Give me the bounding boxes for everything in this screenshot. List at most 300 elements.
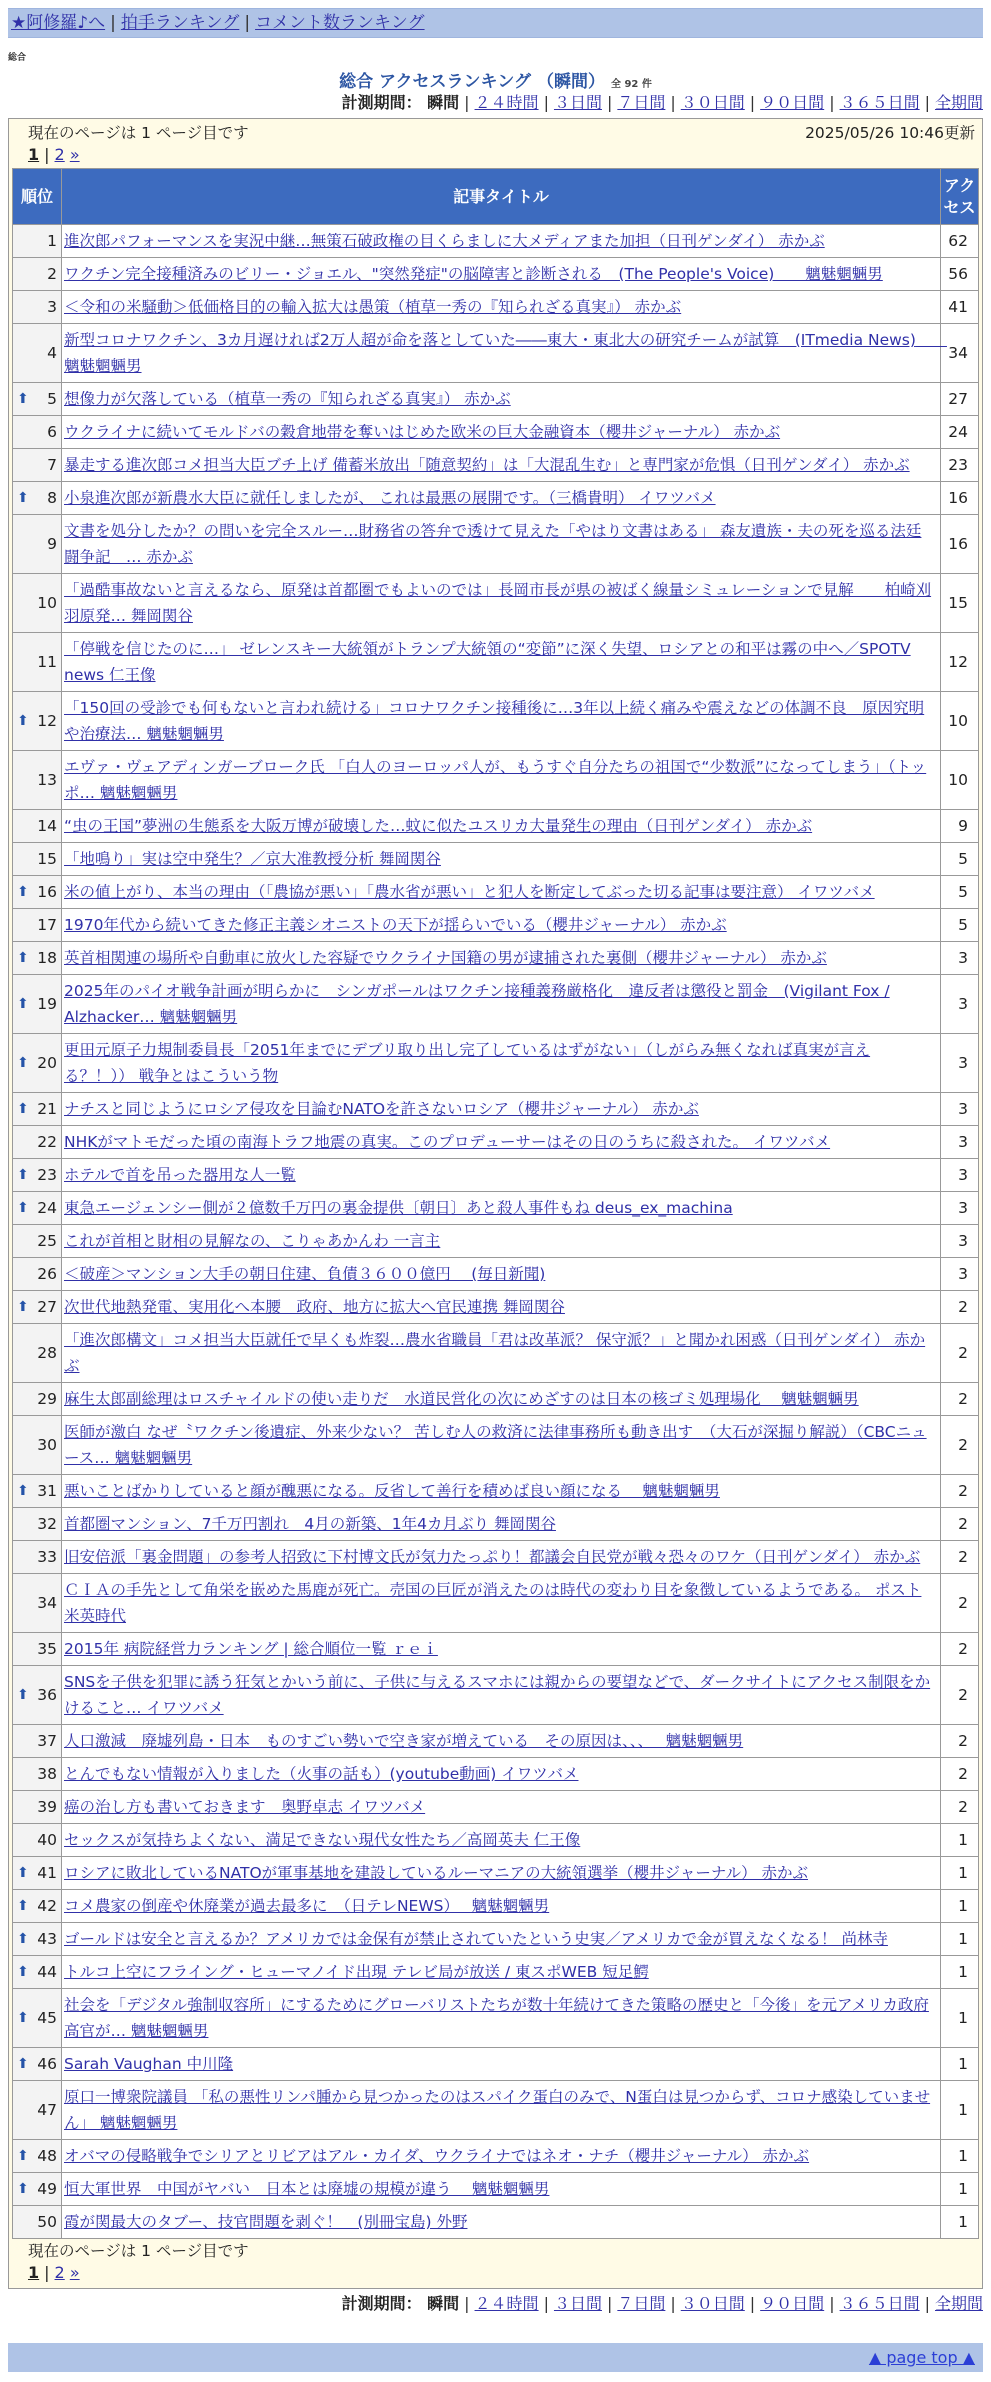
title-cell [62,1758,941,1791]
up-arrow-icon: ⬆ [17,490,29,506]
page-top-link[interactable]: ▲ page top ▲ [868,2348,975,2367]
access-count: 2 [941,1541,979,1574]
period-separator: | [670,93,676,112]
period-separator: | [749,93,756,112]
rank-cell [13,1923,62,1956]
title-cell [62,843,941,876]
pager-page-2[interactable]: 2 [54,145,65,164]
access-count: 3 [941,1159,979,1192]
title-cell [62,2206,941,2239]
period-selector-top [8,91,983,117]
rank-number: 11 [37,653,57,671]
rank-number: 21 [37,1100,57,1118]
table-row [13,1475,979,1508]
title-cell [62,876,941,909]
pager-next[interactable]: » [69,145,80,164]
article-link[interactable]: NHKがマトモだった頃の南海トラフ地震の真実。このプロデューサーはその日のうちに殺された。 イワツバメ [64,1133,831,1151]
rank-cell [13,1633,62,1666]
header-access: アクセス [941,169,979,225]
period-separator: | [829,2294,835,2313]
period-link-2[interactable]: ７日間 [617,93,666,112]
rank-number: 30 [37,1436,57,1454]
table-row [13,225,979,258]
table-row [13,1034,979,1093]
rank-cell [13,942,62,975]
title-cell [62,1725,941,1758]
article-link[interactable]: エヴァ・ヴェアディンガーブローク氏 「白人のヨーロッパ人が、もうすぐ自分たちの祖国で“少数派”になってしまう」（トッポ… 魑魅魍魎男 [64,758,927,802]
article-link[interactable]: 社会を「デジタル強制収容所」にするためにグローバリストたちが数十年続けてきた策略の歴史と「今後」を元アメリカ政府高官が… 魑魅魍魎男 [64,1996,929,2040]
article-link[interactable]: ワクチン完全接種済みのビリー・ジョエル、"突然発症"の脳障害と診断される (The People's Voice) 魑魅魍魎男 [64,265,883,283]
period-current: 瞬間 [421,2294,460,2313]
article-link[interactable]: ＣＩＡの手先として角栄を嵌めた馬鹿が死亡。売国の巨匠が消えたのは時代の変わり目を象徴しているようである。 ポスト米英時代 [64,1581,922,1625]
access-count: 2 [941,1791,979,1824]
title-cell [62,1159,941,1192]
article-link[interactable]: SNSを子供を犯罪に誘う狂気とかいう前に、子供に与えるスマホには親からの要望などで、ダークサイトにアクセス制限をかけること… イワツバメ [64,1673,931,1717]
applause-ranking-link[interactable]: 拍手ランキング [120,13,240,33]
article-link[interactable]: 旧安倍派「裏金問題」の参考人招致に下村博文氏が気力たっぷり！都議会自民党が戦々恐々のワケ（日刊ゲンダイ） 赤かぶ [64,1548,921,1566]
article-link[interactable]: ロシアに敗北しているNATOが軍事基地を建設しているルーマニアの大統領選挙（櫻井ジャーナル） 赤かぶ [64,1864,809,1882]
article-link[interactable]: 「150回の受診でも何もないと言われ続ける」コロナワクチン接種後に…3年以上続く痛みや震えなどの体調不良 原因究明や治療法… 魑魅魍魎男 [64,699,925,743]
rank-number: 32 [37,1515,57,1533]
rank-number: 38 [37,1765,57,1783]
up-arrow-icon: ⬆ [17,1101,29,1117]
period-link-1[interactable]: ３日間 [553,93,602,112]
access-count: 3 [941,1192,979,1225]
period-link-0[interactable]: ２４時間 [474,2294,539,2313]
up-arrow-icon: ⬆ [17,950,29,966]
access-count: 2 [941,1666,979,1725]
access-count: 1 [941,1824,979,1857]
rank-number: 22 [37,1133,57,1151]
ranking-box [8,118,983,2289]
article-link[interactable]: ホテルで首を吊った器用な人一覧 [64,1166,296,1184]
rank-cell [13,383,62,416]
article-link[interactable]: コメ農家の倒産や休廃業が過去最多に （日テレNEWS） 魑魅魍魎男 [64,1897,550,1915]
top-nav-bar [8,8,983,38]
rank-number: 35 [37,1640,57,1658]
table-row [13,1416,979,1475]
article-link[interactable]: 小泉進次郎が新農水大臣に就任しましたが、 これは最悪の展開です。（三橋貴明） イワツバメ [64,489,716,507]
pager-separator: | [44,2263,50,2282]
rank-number: 31 [37,1482,57,1500]
rank-cell [13,482,62,515]
rank-number: 47 [37,2101,57,2119]
article-link[interactable]: 麻生太郎副総理はロスチャイルドの使い走りだ 水道民営化の次にめざすのは日本の核ゴミ処理場化 魑魅魍魎男 [64,1390,859,1408]
rank-number: 48 [37,2147,57,2165]
table-header-row [13,169,979,225]
article-link[interactable]: 「過酷事故ないと言えるなら、原発は首都圏でもよいのでは」長岡市長が県の被ばく線量シミュレーションで見解 柏崎刈羽原発… 舞岡関谷 [64,581,932,625]
access-count: 56 [941,258,979,291]
access-count: 2 [941,1416,979,1475]
table-row [13,692,979,751]
up-arrow-icon: ⬆ [17,1200,29,1216]
access-count: 3 [941,1034,979,1093]
rank-cell [13,909,62,942]
rank-cell [13,225,62,258]
pager-next[interactable]: » [69,2263,80,2282]
article-link[interactable]: 医師が激白 なぜ〝ワクチン後遺症、外来少ない？ 苦しむ人の救済に法律事務所も動き出す （大石が深掘り解説）（CBCニュース… 魑魅魍魎男 [64,1423,927,1467]
title-cell [62,1416,941,1475]
rank-cell [13,1258,62,1291]
period-link-1[interactable]: ３日間 [553,2294,602,2313]
title-cell [62,1791,941,1824]
rank-number: 24 [37,1199,57,1217]
title-cell [62,1857,941,1890]
period-link-6[interactable]: 全期間 [934,93,983,112]
title-cell [62,2081,941,2140]
table-row [13,633,979,692]
table-row [13,1666,979,1725]
table-row [13,258,979,291]
title-cell [62,324,947,383]
rank-cell [13,1541,62,1574]
access-count: 3 [941,1225,979,1258]
pager-current: 1 [28,2263,40,2282]
period-separator: | [829,93,835,112]
rank-cell [13,416,62,449]
period-link-5[interactable]: ３６５日間 [839,2294,920,2313]
access-count: 3 [941,1093,979,1126]
period-link-3[interactable]: ３０日間 [680,2294,745,2313]
title-cell [62,1508,941,1541]
title-cell [62,1956,941,1989]
table-row [13,843,979,876]
access-count: 3 [941,1258,979,1291]
rank-cell [13,258,62,291]
period-selector-bottom [8,2292,983,2318]
rank-number: 16 [37,883,57,901]
rank-number: 40 [37,1831,57,1849]
table-row [13,1383,979,1416]
rank-cell [13,633,62,692]
article-link[interactable]: 恒大軍世界 中国がヤバい 日本とは廃墟の規模が違う 魑魅魍魎男 [64,2180,550,2198]
rank-cell [13,1857,62,1890]
table-row [13,1192,979,1225]
up-arrow-icon: ⬆ [17,1865,29,1881]
table-row [13,1126,979,1159]
article-link[interactable]: 悪いことばかりしていると顔が醜悪になる。反省して善行を積めば良い顔になる 魑魅魍魎男 [64,1482,720,1500]
title-cell [62,1291,941,1324]
table-row [13,751,979,810]
period-separator: | [606,93,613,112]
home-link[interactable]: ★阿修羅♪へ [11,13,106,33]
pager-separator: | [44,145,50,164]
pager-top [12,144,979,168]
article-link[interactable]: トルコ上空にフライング・ヒューマノイド出現 テレビ局が放送 / 東スポWEB 短足鰐 [64,1963,649,1981]
access-count: 1 [941,2206,979,2239]
rank-number: 18 [37,949,57,967]
period-separator: | [464,93,470,112]
article-link[interactable]: ＜破産＞マンション大手の朝日住建、負債３６００億円 (毎日新聞) [64,1265,546,1283]
up-arrow-icon: ⬆ [17,884,29,900]
table-row [13,1857,979,1890]
table-row [13,1508,979,1541]
article-link[interactable]: 文書を処分したか？の問いを完全スルー…財務省の答弁で透けて見えた「やはり文書はある」 森友遺族・夫の死を巡る法廷闘争記 … 赤かぶ [64,522,922,566]
title-cell [62,1633,941,1666]
article-link[interactable]: とんでもない情報が入りました（火事の話も）(youtube動画) イワツバメ [64,1765,579,1783]
rank-cell [13,1791,62,1824]
title-cell [62,975,941,1034]
table-row [13,810,979,843]
up-arrow-icon: ⬆ [17,2056,29,2072]
title-cell [62,1824,941,1857]
article-link[interactable]: 癌の治し方も書いておきます 奥野卓志 イワツバメ [64,1798,426,1816]
period-link-5[interactable]: ３６５日間 [839,93,920,112]
article-link[interactable]: オバマの侵略戦争でシリアとリビアはアル・カイダ、ウクライナではネオ・ナチ（櫻井ジャーナル） 赤かぶ [64,2147,810,2165]
title-cell [62,1034,941,1093]
period-link-3[interactable]: ３０日間 [680,93,745,112]
article-link[interactable]: 東急エージェンシー側が２億数千万円の裏金提供〔朝日〕あと殺人事件もね deus_ex_machina [64,1199,733,1217]
period-link-4[interactable]: ９０日間 [760,93,825,112]
table-row [13,1541,979,1574]
rank-number: 33 [37,1548,57,1566]
article-link[interactable]: 2025年のパイオ戦争計画が明らかに シンガポールはワクチン接種義務厳格化 違反者は懲役と罰金 (Vigilant Fox / Alzhacker… 魑魅魍魎男 [64,982,890,1026]
article-link[interactable]: 進次郎パフォーマンスを実況中継…無策石破政権の目くらましに大メディアまた加担（日刊ゲンダイ） 赤かぶ [64,232,825,250]
title-cell [62,942,941,975]
article-link[interactable]: ウクライナに続いてモルドバの穀倉地帯を奪いはじめた欧米の巨大金融資本（櫻井ジャーナル） 赤かぶ [64,423,781,441]
current-page-text: 現在のページは 1 ページ目です [28,124,249,142]
title-cell [62,416,941,449]
access-count: 1 [941,2140,979,2173]
page-info [12,122,979,144]
access-count: 5 [941,876,979,909]
table-row [13,515,979,574]
rank-number: 25 [37,1232,57,1250]
article-link[interactable]: “虫の王国”夢洲の生態系を大阪万博が破壊した…蚊に似たユスリカ大量発生の理由（日刊ゲンダイ） 赤かぶ [64,817,813,835]
up-arrow-icon: ⬆ [17,1898,29,1914]
updated-timestamp: 2025/05/26 10:46更新 [805,124,975,142]
up-arrow-icon: ⬆ [17,2010,29,2026]
table-row [13,482,979,515]
rank-number: 10 [37,594,57,612]
up-arrow-icon: ⬆ [17,2181,29,2197]
rank-cell [13,1508,62,1541]
access-count: 2 [941,1291,979,1324]
title-cell [62,1225,941,1258]
title-cell [62,1666,941,1725]
rank-cell [13,1159,62,1192]
table-row [13,1758,979,1791]
table-row [13,1291,979,1324]
article-link[interactable]: 米の値上がり、本当の理由（「農協が悪い」「農水省が悪い」と犯人を断定してぶった切る記事は要注意） イワツバメ [64,883,875,901]
up-arrow-icon: ⬆ [17,2148,29,2164]
article-link[interactable]: 「停戦を信じたのに…」 ゼレンスキー大統領がトランプ大統領の“変節”に深く失望、ロシアとの和平は霧の中へ／SPOTV news 仁王像 [64,640,911,684]
rank-number: 41 [37,1864,57,1882]
article-link[interactable]: Sarah Vaughan 中川隆 [64,2055,234,2073]
rank-number: 19 [37,995,57,1013]
rank-number: 43 [37,1930,57,1948]
rank-cell [13,1034,62,1093]
article-link[interactable]: 新型コロナワクチン、3カ月遅ければ2万人超が命を落としていた――東大・東北大の研究チームが試算 (ITmedia News) 魑魅魍魎男 [64,331,947,375]
title-cell [62,1383,941,1416]
rank-number: 36 [37,1686,57,1704]
article-link[interactable]: セックスが気持ちよくない、満足できない現代女性たち／高岡英夫 仁王像 [64,1831,581,1849]
rank-cell [13,2048,62,2081]
rank-cell [13,810,62,843]
article-link[interactable]: 「地鳴り」実は空中発生？／京大准教授分析 舞岡関谷 [64,850,441,868]
rank-number: 14 [37,817,57,835]
article-link[interactable]: 原口一博衆院議員 「私の悪性リンパ腫から見つかったのはスパイク蛋白のみで、N蛋白は見つからず、コロナ感染していません」 魑魅魍魎男 [64,2088,931,2132]
rank-cell [13,751,62,810]
access-count: 24 [941,416,979,449]
access-count: 27 [941,383,979,416]
up-arrow-icon: ⬆ [17,1055,29,1071]
rank-cell [13,449,62,482]
table-row [13,1989,979,2048]
table-row [13,2173,979,2206]
article-link[interactable]: 暴走する進次郎コメ担当大臣ブチ上げ 備蓄米放出「随意契約」は「大混乱生む」と専門家が危惧（日刊ゲンダイ） 赤かぶ [64,456,910,474]
article-link[interactable]: ＜令和の米騒動＞低価格目的の輸入拡大は愚策（植草一秀の『知られざる真実』） 赤かぶ [64,298,682,316]
access-count: 5 [941,843,979,876]
rank-number: 12 [37,712,57,730]
pager-bottom [12,2262,979,2286]
title-cell [62,383,941,416]
pager-page-2[interactable]: 2 [54,2263,65,2282]
title-cell [62,1475,941,1508]
access-count: 3 [941,1126,979,1159]
rank-number: 2 [47,265,57,283]
rank-cell [13,1291,62,1324]
rank-cell [13,515,62,574]
article-link[interactable]: 英首相関連の場所や自動車に放火した容疑でウクライナ国籍の男が逮捕された裏側（櫻井ジャーナル） 赤かぶ [64,949,827,967]
table-row [13,2048,979,2081]
title-cell [62,482,941,515]
rank-number: 13 [37,771,57,789]
period-separator: | [606,2294,613,2313]
table-row [13,975,979,1034]
period-link-2[interactable]: ７日間 [617,2294,666,2313]
article-link[interactable]: 首都圏マンション、7千万円割れ 4月の新築、1年4カ月ぶり 舞岡関谷 [64,1515,556,1533]
title-cell [62,1093,941,1126]
rank-cell [13,324,62,383]
article-link[interactable]: 更田元原子力規制委員長「2051年までにデブリ取り出し完了しているはずがない」（しがらみ無くなれば真実が言える？！）） 戦争とはこういう物 [64,1041,871,1085]
up-arrow-icon: ⬆ [17,1687,29,1703]
title-cell [62,574,941,633]
rank-cell [13,1192,62,1225]
article-link[interactable]: ナチスと同じようにロシア侵攻を目論むNATOを許さないロシア（櫻井ジャーナル） 赤かぶ [64,1100,699,1118]
table-row [13,416,979,449]
article-link[interactable]: 霞が関最大のタブー、技官問題を剥ぐ！ (別冊宝島) 外野 [64,2213,468,2231]
nav-separator: | [110,13,116,33]
access-count: 2 [941,1758,979,1791]
table-row [13,383,979,416]
rank-number: 17 [37,916,57,934]
table-row [13,1225,979,1258]
access-count: 1 [941,1890,979,1923]
table-row [13,1956,979,1989]
ranking-total-count: 全 92 件 [610,79,652,90]
access-count: 3 [941,975,979,1034]
comment-ranking-link[interactable]: コメント数ランキング [255,13,425,33]
title-cell [62,810,941,843]
table-row [13,1923,979,1956]
pager-current: 1 [28,145,40,164]
title-cell [62,1574,941,1633]
title-cell [62,1923,941,1956]
rank-number: 34 [37,1594,57,1612]
title-cell [62,225,941,258]
access-count: 2 [941,1725,979,1758]
article-link[interactable]: 想像力が欠落している（植草一秀の『知られざる真実』） 赤かぶ [64,390,511,408]
title-cell [62,291,941,324]
access-count: 1 [941,2081,979,2140]
period-link-6[interactable]: 全期間 [934,2294,983,2313]
rank-number: 9 [47,535,57,553]
section-label: 総合 [8,53,27,63]
rank-cell [13,2081,62,2140]
article-link[interactable]: 2015年 病院経営力ランキング | 総合順位一覧 ｒｅｉ [64,1640,438,1658]
up-arrow-icon: ⬆ [17,713,29,729]
page-info-bottom [12,2240,979,2262]
article-link[interactable]: 1970年代から続いてきた修正主義シオニストの天下が揺らいでいる（櫻井ジャーナル） 赤かぶ [64,916,727,934]
access-count: 2 [941,1383,979,1416]
access-count: 23 [941,449,979,482]
title-cell [62,2048,941,2081]
rank-cell [13,1126,62,1159]
ranking-table [12,168,979,2239]
table-row [13,876,979,909]
access-count: 1 [941,1989,979,2048]
article-link[interactable]: これが首相と財相の見解なの、こりゃあかんわ 一言主 [64,1232,441,1250]
table-row [13,1324,979,1383]
rank-cell [13,1824,62,1857]
rank-cell [13,2206,62,2239]
access-count: 2 [941,1574,979,1633]
access-count: 10 [941,692,979,751]
access-count: 2 [941,1508,979,1541]
table-row [13,291,979,324]
table-row [13,2081,979,2140]
period-separator: | [670,2294,676,2313]
period-separator: | [543,2294,549,2313]
rank-number: 29 [37,1390,57,1408]
rank-cell [13,1989,62,2048]
ranking-title-text: 総合 アクセスランキング （瞬間） [339,72,605,92]
period-link-4[interactable]: ９０日間 [760,2294,825,2313]
article-link[interactable]: 次世代地熱発電、実用化へ本腰 政府、地方に拡大へ官民連携 舞岡関谷 [64,1298,565,1316]
table-row [13,574,979,633]
rank-cell [13,1758,62,1791]
rank-number: 37 [37,1732,57,1750]
title-cell [62,692,941,751]
period-link-0[interactable]: ２４時間 [474,93,539,112]
rank-cell [13,1324,62,1383]
article-link[interactable]: ゴールドは安全と言えるか？アメリカでは金保有が禁止されていたという史実／アメリカで金が買えなくなる！ 尚林寺 [64,1930,888,1948]
table-row [13,1093,979,1126]
period-separator: | [464,2294,470,2313]
access-count: 1 [941,2173,979,2206]
up-arrow-icon: ⬆ [17,1964,29,1980]
article-link[interactable]: 「進次郎構文」コメ担当大臣就任で早くも炸裂…農水省職員「君は改革派？ 保守派？」と聞かれ困惑（日刊ゲンダイ） 赤かぶ [64,1331,926,1375]
bottom-bar [8,2343,983,2372]
title-cell [62,1541,941,1574]
header-title: 記事タイトル [62,169,941,225]
access-count: 1 [941,1857,979,1890]
rank-number: 8 [47,489,57,507]
article-link[interactable]: 人口激減 廃墟列島・日本 ものすごい勢いで空き家が増えている その原因は、、、 魑魅魍魎男 [64,1732,744,1750]
header-rank: 順位 [13,169,62,225]
title-cell [62,1989,941,2048]
title-cell [62,449,941,482]
nav-separator: | [244,13,251,33]
access-count: 1 [941,1923,979,1956]
table-row [13,1824,979,1857]
rank-number: 4 [47,344,57,362]
rank-number: 42 [37,1897,57,1915]
rank-number: 1 [47,232,57,250]
access-count: 1 [941,2048,979,2081]
up-arrow-icon: ⬆ [17,391,29,407]
